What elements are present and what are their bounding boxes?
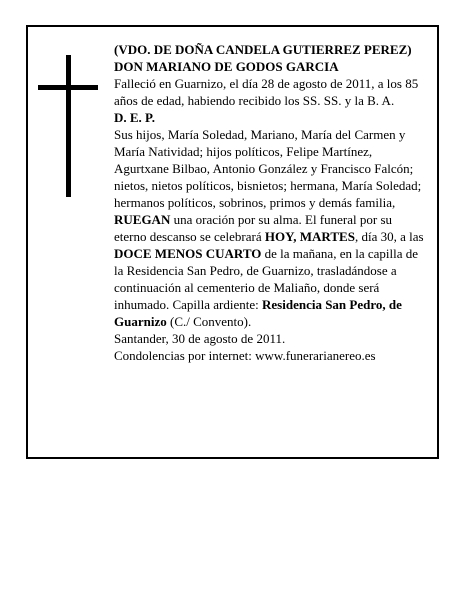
cross-vertical-bar bbox=[66, 55, 71, 197]
request-text-2: , día 30, a las bbox=[354, 229, 424, 244]
ruegan-word: RUEGAN bbox=[114, 212, 171, 227]
funeral-request bbox=[114, 211, 424, 330]
mourners-list: Sus hijos, María Soledad, Mariano, María del Carmen y María Natividad; hijos políticos, Felipe Martínez, Agurtxane Bilbao, Antonio González y Francisco Falcón; nietos, nietos políticos, bisnietos; hermana, María Soledad; hermanos políticos, sobrinos, primos y demás familia, bbox=[114, 127, 422, 210]
obituary-notice bbox=[26, 25, 439, 459]
notice-text bbox=[114, 41, 424, 364]
cross-horizontal-bar bbox=[38, 85, 98, 90]
death-statement: Falleció en Guarnizo, el día 28 de agosto de 2011, a los 85 años de edad, habiendo recibido los SS. SS. y la B. A. bbox=[114, 76, 419, 108]
dep-line: D. E. P. bbox=[114, 110, 156, 125]
funeral-time: DOCE MENOS CUARTO bbox=[114, 246, 262, 261]
request-text-4: (C./ Convento). bbox=[166, 314, 252, 329]
request-text-3: de la mañana, en la capilla de la Residencia San Pedro, de Guarnizo, trasladándose a continuación al cementerio de Maliaño, donde será inhumado. Capilla ardiente: bbox=[114, 246, 419, 312]
deceased-name: DON MARIANO DE GODOS GARCIA bbox=[114, 59, 339, 74]
cross-icon bbox=[38, 55, 98, 197]
request-text-1: una oración por su alma. El funeral por su eterno descanso se celebrará bbox=[114, 212, 392, 244]
funeral-day: HOY, MARTES bbox=[264, 229, 355, 244]
widow-line: (VDO. DE DOÑA CANDELA GUTIERREZ PEREZ) bbox=[114, 42, 412, 57]
chapel-location: Residencia San Pedro, de Guarnizo bbox=[114, 297, 402, 329]
condolences-line: Condolencias por internet: www.funerarianereo.es bbox=[114, 348, 376, 363]
place-date: Santander, 30 de agosto de 2011. bbox=[114, 331, 286, 346]
